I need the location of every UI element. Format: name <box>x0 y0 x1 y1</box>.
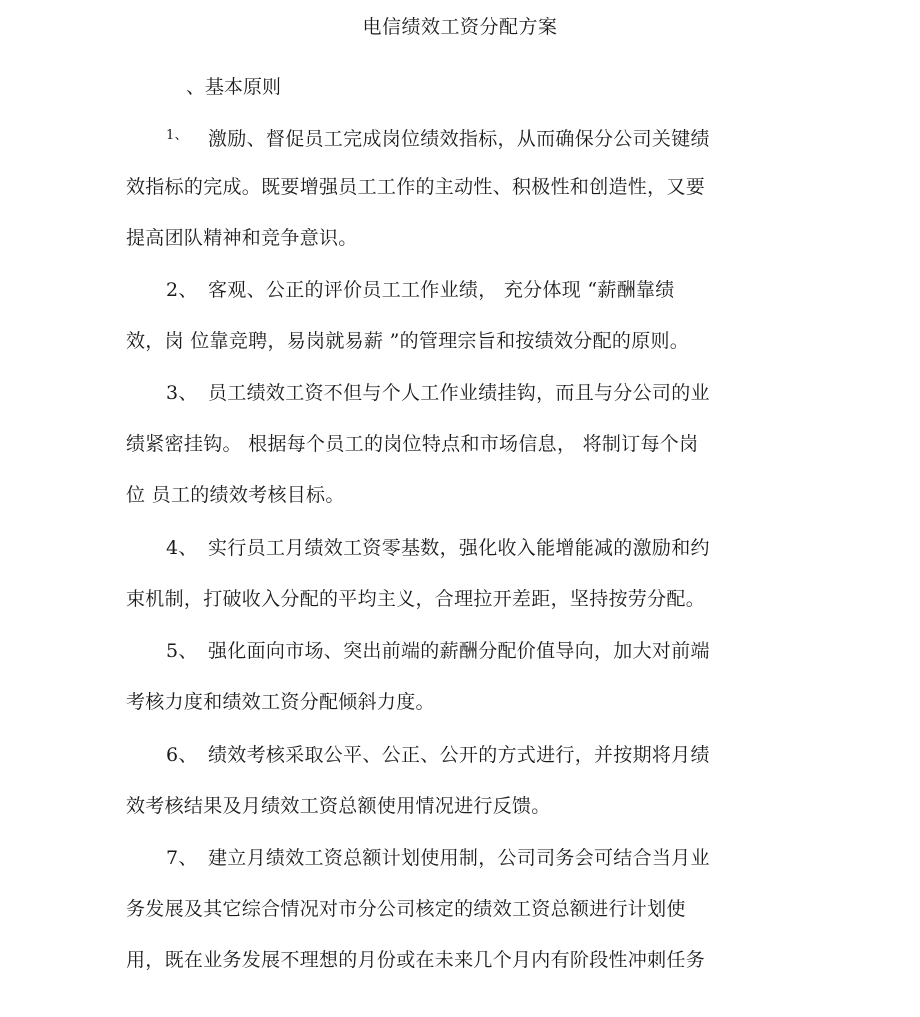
paragraph-7 <box>126 845 776 998</box>
paragraph-5 <box>126 638 776 740</box>
paragraph-4 <box>126 535 776 637</box>
paragraph-line: 效指标的完成。既要增强员工工作的主动性、积极性和创造性，又要 <box>126 176 706 198</box>
paragraph-line: 激励、督促员工完成岗位绩效指标，从而确保分公司关键绩 <box>208 128 710 150</box>
paragraph-2 <box>126 277 776 379</box>
paragraph-line: 束机制，打破收入分配的平均主义，合理拉开差距，坚持按劳分配。 <box>126 588 706 610</box>
paragraph-6 <box>126 742 776 844</box>
paragraph-line: 考核力度和绩效工资分配倾斜力度。 <box>126 691 435 713</box>
paragraph-line: 位 员工的绩效考核目标。 <box>126 484 345 506</box>
paragraph-line: 建立月绩效工资总额计划使用制，公司司务会可结合当月业 <box>208 847 710 869</box>
paragraph-line: 绩紧密挂钩。 根据每个员工的岗位特点和市场信息， 将制订每个岗 <box>126 433 699 455</box>
paragraph-line: 效，岗 位靠竞聘，易岗就易薪 ”的管理宗旨和按绩效分配的原则。 <box>126 330 690 352</box>
paragraph-number: 3、 <box>166 382 198 404</box>
paragraph-1 <box>126 123 776 276</box>
document-title: 电信绩效工资分配方案 <box>362 16 558 38</box>
paragraph-line: 用，既在业务发展不理想的月份或在未来几个月内有阶段性冲刺任务 <box>126 949 706 971</box>
paragraph-number: 7、 <box>166 847 198 869</box>
paragraph-number: 2、 <box>166 279 198 301</box>
paragraph-line: 绩效考核采取公平、公正、公开的方式进行，并按期将月绩 <box>208 744 710 766</box>
section-heading: 、基本原则 <box>186 76 282 98</box>
paragraph-3 <box>126 380 776 533</box>
paragraph-number: 4、 <box>166 537 198 559</box>
paragraph-line: 效考核结果及月绩效工资总额使用情况进行反馈。 <box>126 795 551 817</box>
paragraph-line: 实行员工月绩效工资零基数，强化收入能增能减的激励和约 <box>208 537 710 559</box>
paragraph-line: 务发展及其它综合情况对市分公司核定的绩效工资总额进行计划使 <box>126 898 686 920</box>
paragraph-number: 5、 <box>166 640 198 662</box>
paragraph-number: 1、 <box>166 128 188 143</box>
paragraph-line: 提高团队精神和竞争意识。 <box>126 227 358 249</box>
paragraph-line: 客观、公正的评价员工工作业绩， 充分体现 “薪酬靠绩 <box>208 279 675 301</box>
paragraph-line: 强化面向市场、突出前端的薪酬分配价值导向，加大对前端 <box>208 640 710 662</box>
paragraph-line: 员工绩效工资不但与个人工作业绩挂钩，而且与分公司的业 <box>208 382 710 404</box>
paragraph-number: 6、 <box>166 744 198 766</box>
